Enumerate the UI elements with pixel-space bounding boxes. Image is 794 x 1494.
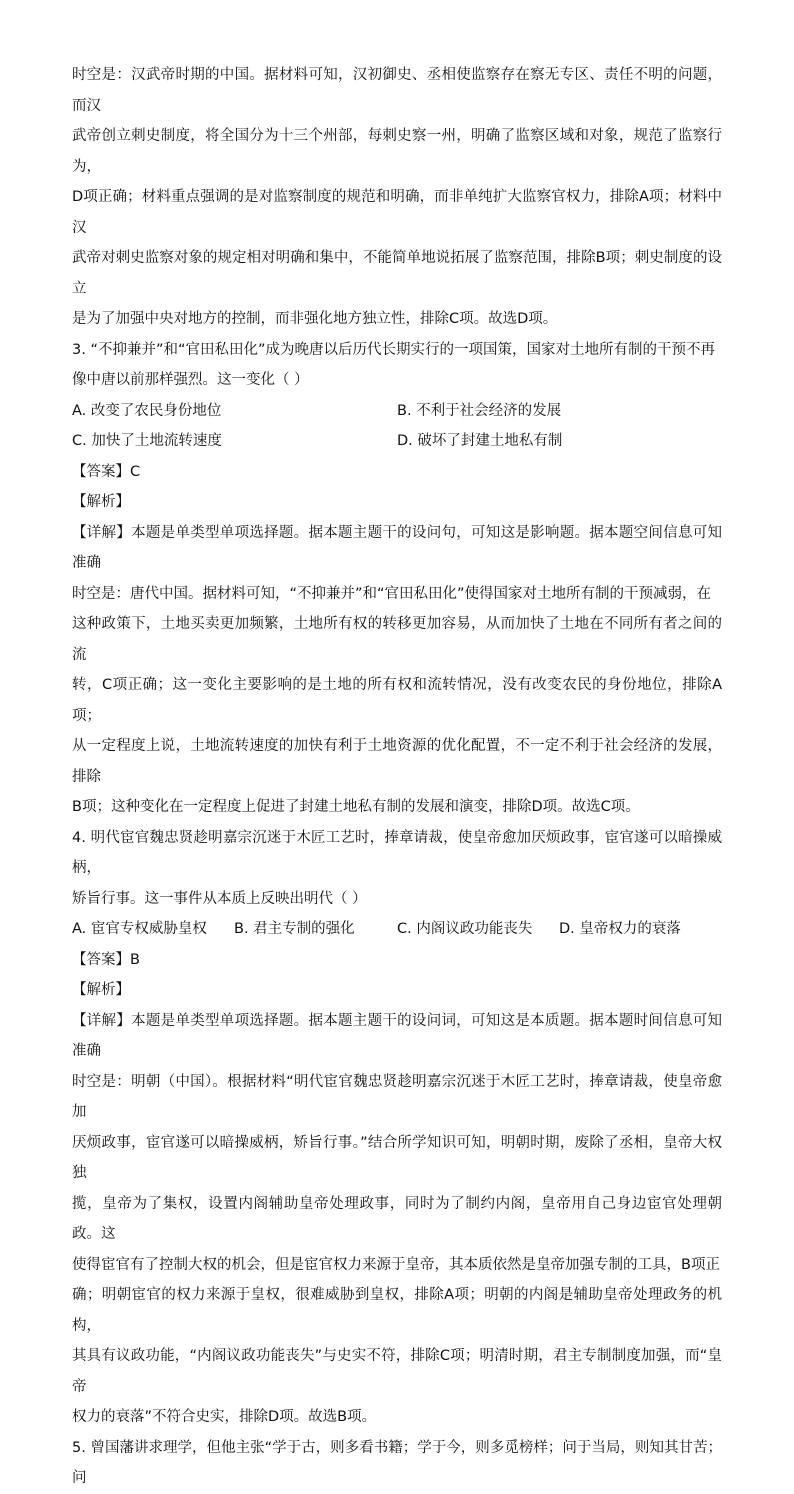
option-b: B. 君主专制的强化 <box>234 921 355 937</box>
text-line: 【详解】本题是单类型单项选择题。据本题主题干的设问句，可知这是影响题。据本题空间信息可知准确 <box>72 524 722 571</box>
text-line: 武帝对刺史监察对象的规定相对明确和集中，不能简单地说拓展了监察范围，排除B项；刺史制度的设立 <box>72 250 722 297</box>
text-line: 厌烦政事，宦官遂可以暗操威柄，矫旨行事。”结合所学知识可知，明朝时期，废除了丞相，皇帝大权独 <box>72 1134 722 1181</box>
options-row <box>72 426 722 457</box>
analysis-label: 【解析】 <box>72 494 130 510</box>
text-line: B项；这种变化在一定程度上促进了封建土地私有制的发展和演变，排除D项。故选C项。 <box>72 799 640 815</box>
text-line: 时空是：唐代中国。据材料可知，“不抑兼并”和“官田私田化”使得国家对土地所有制的干预减弱，在 <box>72 585 712 602</box>
option-d: D. 破坏了封建土地私有制 <box>397 433 563 449</box>
text-line: 揽，皇帝为了集权，设置内阁辅助皇帝处理政事，同时为了制约内阁，皇帝用自己身边宦官处理朝政。这 <box>72 1195 722 1242</box>
question-3 <box>72 335 722 823</box>
intro-explanation <box>72 60 722 335</box>
document-page <box>72 60 722 1494</box>
question-4 <box>72 823 722 1433</box>
option-b: B. 不利于社会经济的发展 <box>397 402 562 419</box>
text-line: 权力的衰落”不符合史实，排除D项。故选B项。 <box>72 1409 377 1425</box>
option-c: C. 内阁议政功能丧失 <box>397 921 533 937</box>
question-stem: 像中唐以前那样强烈。这一变化（ ） <box>72 372 309 388</box>
text-line: 其具有议政功能，“内阁议政功能丧失”与史实不符，排除C项；明清时期，君主专制制度加强，而“皇帝 <box>72 1348 722 1395</box>
text-line: 使得宦官有了控制大权的机会，但是宦官权力来源于皇帝，其本质依然是皇帝加强专制的工具，B项正 <box>72 1256 720 1273</box>
text-line: 武帝创立刺史制度，将全国分为十三个州部，每刺史察一州，明确了监察区域和对象，规范了监察行为， <box>72 128 722 175</box>
answer-line: 【答案】B <box>72 951 140 968</box>
question-stem: 4. 明代宦官魏忠贤趁明嘉宗沉迷于木匠工艺时，捧章请裁，使皇帝愈加厌烦政事，宦官遂可以暗操威柄， <box>72 829 722 876</box>
options-row <box>72 396 722 427</box>
question-stem: 3. “不抑兼并”和“官田私田化”成为晚唐以后历代长期实行的一项国策，国家对土地所有制的干预不再 <box>72 341 715 358</box>
text-line: 时空是：汉武帝时期的中国。据材料可知，汉初御史、丞相使监察存在察无专区、责任不明的问题，而汉 <box>72 67 722 114</box>
option-a: A. 宦官专权威胁皇权 <box>72 921 207 937</box>
option-a: A. 改变了农民身份地位 <box>72 402 222 419</box>
text-line: D项正确；材料重点强调的是对监察制度的规范和明确，而非单纯扩大监察官权力，排除A项；材料中汉 <box>72 189 722 236</box>
answer-line: 【答案】C <box>72 463 141 480</box>
text-line: 确；明朝宦官的权力来源于皇权，很难威胁到皇权，排除A项；明朝的内阁是辅助皇帝处理政务的机构， <box>72 1287 722 1334</box>
question-stem: 矫旨行事。这一事件从本质上反映出明代（ ） <box>72 890 367 907</box>
text-line: 【详解】本题是单类型单项选择题。据本题主题干的设问词，可知这是本质题。据本题时间信息可知准确 <box>72 1012 722 1059</box>
text-line: 这种政策下，土地买卖更加频繁，土地所有权的转移更加容易，从而加快了土地在不同所有者之间的流 <box>72 616 722 663</box>
option-d: D. 皇帝权力的衰落 <box>559 921 681 937</box>
options-row <box>72 914 722 945</box>
text-line: 从一定程度上说，土地流转速度的加快有利于土地资源的优化配置，不一定不利于社会经济的发展，排除 <box>72 738 722 785</box>
text-line: 是为了加强中央对地方的控制，而非强化地方独立性，排除C项。故选D项。 <box>72 311 558 327</box>
question-5 <box>72 1433 722 1494</box>
question-stem: 5. 曾国藩讲求理学，但他主张“学于古，则多看书籍；学于今，则多觅榜样；问于当局，则知其甘苦；问 <box>72 1439 722 1486</box>
text-line: 时空是：明朝（中国）。根据材料“明代宦官魏忠贤趁明嘉宗沉迷于木匠工艺时，捧章请裁，使皇帝愈加 <box>72 1073 722 1120</box>
analysis-label: 【解析】 <box>72 982 130 998</box>
option-c: C. 加快了土地流转速度 <box>72 433 222 449</box>
text-line: 转，C项正确；这一变化主要影响的是土地的所有权和流转情况，没有改变农民的身份地位，排除A项； <box>72 677 722 724</box>
